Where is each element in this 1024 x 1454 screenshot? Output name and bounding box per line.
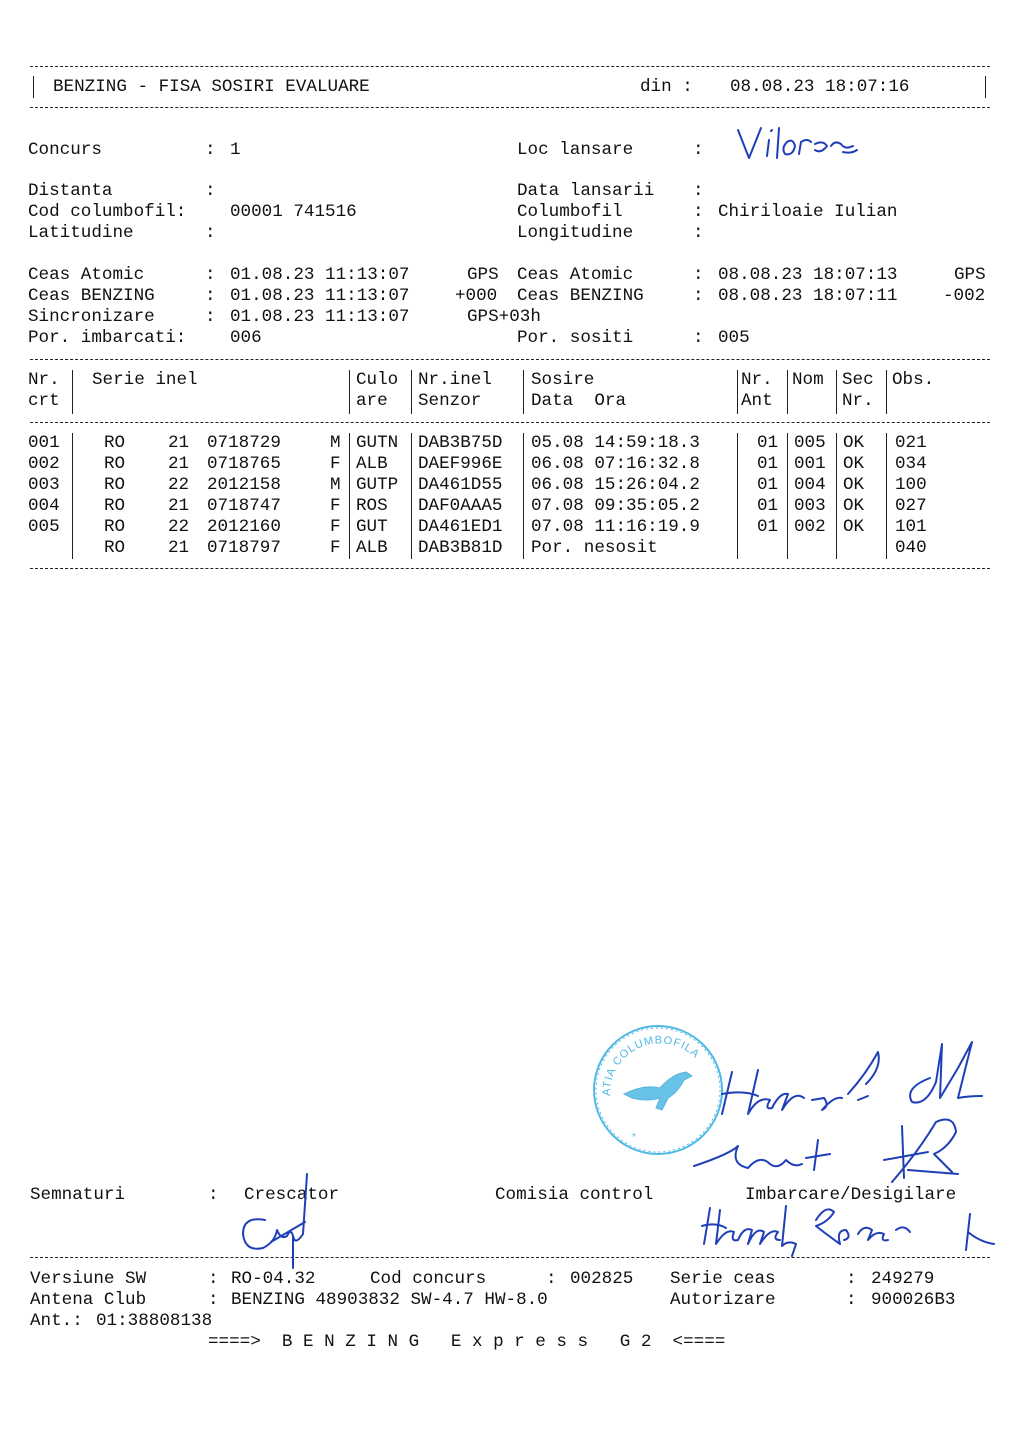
concurs-colon: : [205, 140, 216, 160]
report-title: BENZING - FISA SOSIRI EVALUARE [53, 77, 370, 97]
sincronizare-colon: : [205, 307, 216, 327]
row-ant: 01 [757, 475, 779, 495]
imbarcati-label: Por. imbarcati: [28, 328, 187, 348]
cod-concurs-value: 002825 [570, 1269, 634, 1289]
row-color: GUTN [356, 433, 399, 453]
table-header-cell-second-line: are [356, 391, 388, 411]
row-obs: 027 [895, 496, 927, 516]
row-sex: M [330, 433, 341, 453]
row-ant: 01 [757, 517, 779, 537]
row-nom: 001 [794, 454, 826, 474]
signature-imbarcare-3 [700, 1200, 995, 1260]
row-country: RO [104, 475, 126, 495]
table-header-cell-second-line: Senzor [418, 391, 482, 411]
row-sex: F [330, 496, 341, 516]
ant-label: Ant.: [30, 1311, 83, 1331]
right-ceas-atomic-colon: : [693, 265, 704, 285]
right-ceas-atomic-label: Ceas Atomic [517, 265, 634, 285]
row-sex: F [330, 538, 341, 558]
longitudine-label: Longitudine [517, 223, 634, 243]
row-obs: 040 [895, 538, 927, 558]
row-sec: OK [843, 454, 865, 474]
report-date-value: 08.08.23 18:07:16 [730, 77, 910, 97]
table-header-cell-second-line: crt [28, 391, 60, 411]
concurs-label: Concurs [28, 140, 102, 160]
header-top-rule [30, 66, 990, 67]
column-divider [836, 370, 837, 414]
row-nr: 002 [28, 454, 60, 474]
longitudine-colon: : [693, 223, 704, 243]
signature-comisia-2 [690, 1124, 850, 1184]
column-divider [349, 370, 350, 414]
versiune-colon: : [208, 1269, 219, 1289]
column-divider [886, 370, 887, 414]
distanta-label: Distanta [28, 181, 113, 201]
row-country: RO [104, 496, 126, 516]
columbofil-value: Chiriloaie Iulian [718, 202, 898, 222]
row-sex: F [330, 517, 341, 537]
left-ceas-benzing-suffix: +000 [455, 286, 498, 306]
distanta-colon: : [205, 181, 216, 201]
cod-concurs-label: Cod concurs [370, 1269, 487, 1289]
row-obs: 100 [895, 475, 927, 495]
right-ceas-atomic-suffix: GPS [954, 265, 986, 285]
row-country: RO [104, 538, 126, 558]
row-sex: F [330, 454, 341, 474]
column-divider [737, 433, 738, 559]
row-arrival: Por. nesosit [531, 538, 658, 558]
serie-ceas-value: 249279 [871, 1269, 935, 1289]
sositi-colon: : [693, 328, 704, 348]
row-sensor: DA461ED1 [418, 517, 503, 537]
left-ceas-atomic-suffix: GPS [467, 265, 499, 285]
row-country: RO [104, 517, 126, 537]
cod-columbofil-value: 00001 741516 [230, 202, 357, 222]
header-bottom-rule [30, 107, 990, 108]
column-divider [349, 433, 350, 559]
left-ceas-atomic-colon: : [205, 265, 216, 285]
row-nom: 005 [794, 433, 826, 453]
table-header-cell-second-line: Nr. [842, 391, 874, 411]
row-color: ALB [356, 538, 388, 558]
table-header-cell-second-line: Data Ora [531, 391, 627, 411]
table-header-cell: Nr.inel [418, 370, 492, 390]
row-ring: 0718729 [207, 433, 281, 453]
right-ceas-benzing-suffix: -002 [943, 286, 986, 306]
column-divider [72, 370, 73, 414]
sincronizare-value: 01.08.23 11:13:07 [230, 307, 410, 327]
row-ring: 0718747 [207, 496, 281, 516]
row-ring: 0718797 [207, 538, 281, 558]
sincronizare-label: Sincronizare [28, 307, 155, 327]
column-divider [411, 433, 412, 559]
antena-label: Antena Club [30, 1290, 147, 1310]
loc-lansare-label: Loc lansare [517, 140, 634, 160]
signature-imbarcare-label: Imbarcare/Desigilare [745, 1185, 957, 1205]
sositi-value: 005 [718, 328, 750, 348]
row-color: GUT [356, 517, 388, 537]
signature-crescator-label: Crescator [244, 1185, 340, 1205]
left-ceas-benzing-colon: : [205, 286, 216, 306]
row-ant: 01 [757, 496, 779, 516]
row-sensor: DAEF996E [418, 454, 503, 474]
sositi-label: Por. sositi [517, 328, 634, 348]
row-sensor: DAB3B75D [418, 433, 503, 453]
row-obs: 021 [895, 433, 927, 453]
left-ceas-benzing-label: Ceas BENZING [28, 286, 155, 306]
loc-lansare-handwritten [735, 124, 865, 166]
svg-text:*: * [632, 1132, 636, 1143]
column-divider [886, 433, 887, 559]
signatures-label: Semnaturi [30, 1185, 126, 1205]
row-sex: M [330, 475, 341, 495]
table-header-cell: Nr. [741, 370, 773, 390]
row-nom: 004 [794, 475, 826, 495]
column-divider [411, 370, 412, 414]
table-top-rule [30, 359, 990, 360]
left-ceas-atomic-value: 01.08.23 11:13:07 [230, 265, 410, 285]
table-header-cell-second-line: Ant [741, 391, 773, 411]
row-sensor: DAF0AAA5 [418, 496, 503, 516]
column-divider [787, 370, 788, 414]
column-divider [72, 433, 73, 559]
columbofil-colon: : [693, 202, 704, 222]
row-year: 22 [168, 475, 190, 495]
right-ceas-benzing-colon: : [693, 286, 704, 306]
row-sec: OK [843, 496, 865, 516]
row-country: RO [104, 454, 126, 474]
column-divider [523, 433, 524, 559]
row-nr: 004 [28, 496, 60, 516]
column-divider [836, 433, 837, 559]
stamp-text: ATIA COLUMBOFILA [600, 1034, 702, 1097]
table-header-rule [30, 422, 990, 423]
ant-value: 01:38808138 [96, 1311, 213, 1331]
cod-concurs-colon: : [546, 1269, 557, 1289]
column-divider [787, 433, 788, 559]
sincronizare-suffix: GPS+03h [467, 307, 541, 327]
table-header-cell: Serie inel [92, 370, 198, 390]
antena-colon: : [208, 1290, 219, 1310]
row-country: RO [104, 433, 126, 453]
column-divider [737, 370, 738, 414]
row-nr: 001 [28, 433, 60, 453]
loc-lansare-colon: : [693, 140, 704, 160]
versiune-value: RO-04.32 [231, 1269, 316, 1289]
report-date-label: din : [640, 77, 693, 97]
row-ant: 01 [757, 454, 779, 474]
row-year: 21 [168, 433, 190, 453]
signature-imbarcare-2 [878, 1112, 978, 1186]
latitudine-label: Latitudine [28, 223, 134, 243]
signatures-colon: : [208, 1185, 219, 1205]
concurs-value: 1 [230, 140, 241, 160]
row-nom: 002 [794, 517, 826, 537]
benzing-banner: ====> B E N Z I N G E x p r e s s G 2 <==== [208, 1332, 726, 1352]
serie-ceas-label: Serie ceas [670, 1269, 776, 1289]
footer-top-rule [30, 1257, 990, 1258]
header-left-bar [33, 76, 34, 98]
cod-columbofil-label: Cod columbofil: [28, 202, 187, 222]
row-arrival: 07.08 11:16:19.9 [531, 517, 700, 537]
row-nr: 005 [28, 517, 60, 537]
row-arrival: 07.08 09:35:05.2 [531, 496, 700, 516]
table-header-cell: Obs. [892, 370, 935, 390]
columbofil-label: Columbofil [517, 202, 623, 222]
row-sensor: DA461D55 [418, 475, 503, 495]
data-lansarii-label: Data lansarii [517, 181, 655, 201]
row-obs: 101 [895, 517, 927, 537]
table-header-cell: Nr. [28, 370, 60, 390]
signature-imbarcare-1 [898, 1038, 988, 1110]
row-ant: 01 [757, 433, 779, 453]
row-sec: OK [843, 517, 865, 537]
right-ceas-benzing-label: Ceas BENZING [517, 286, 644, 306]
right-ceas-benzing-value: 08.08.23 18:07:11 [718, 286, 898, 306]
row-color: ROS [356, 496, 388, 516]
data-lansarii-colon: : [693, 181, 704, 201]
autorizare-value: 900026B3 [871, 1290, 956, 1310]
left-ceas-benzing-value: 01.08.23 11:13:07 [230, 286, 410, 306]
table-header-cell: Nom [792, 370, 824, 390]
row-obs: 034 [895, 454, 927, 474]
row-year: 22 [168, 517, 190, 537]
autorizare-label: Autorizare [670, 1290, 776, 1310]
table-header-cell: Culo [356, 370, 399, 390]
header-right-bar [985, 76, 986, 98]
table-header-cell: Sosire [531, 370, 595, 390]
row-sec: OK [843, 433, 865, 453]
signature-comisia-1 [718, 1040, 898, 1120]
row-year: 21 [168, 454, 190, 474]
row-ring: 2012160 [207, 517, 281, 537]
table-bottom-rule [30, 568, 990, 569]
row-nom: 003 [794, 496, 826, 516]
autorizare-colon: : [846, 1290, 857, 1310]
left-ceas-atomic-label: Ceas Atomic [28, 265, 145, 285]
row-arrival: 06.08 07:16:32.8 [531, 454, 700, 474]
row-arrival: 05.08 14:59:18.3 [531, 433, 700, 453]
right-ceas-atomic-value: 08.08.23 18:07:13 [718, 265, 898, 285]
row-arrival: 06.08 15:26:04.2 [531, 475, 700, 495]
row-nr: 003 [28, 475, 60, 495]
column-divider [523, 370, 524, 414]
imbarcati-value: 006 [230, 328, 262, 348]
versiune-label: Versiune SW [30, 1269, 147, 1289]
antena-value: BENZING 48903832 SW-4.7 HW-8.0 [231, 1290, 548, 1310]
serie-ceas-colon: : [846, 1269, 857, 1289]
row-ring: 0718765 [207, 454, 281, 474]
table-header-cell: Sec [842, 370, 874, 390]
row-ring: 2012158 [207, 475, 281, 495]
latitudine-colon: : [205, 223, 216, 243]
row-sec: OK [843, 475, 865, 495]
row-color: GUTP [356, 475, 399, 495]
signature-comisia-label: Comisia control [495, 1185, 654, 1205]
row-year: 21 [168, 538, 190, 558]
row-year: 21 [168, 496, 190, 516]
row-sensor: DAB3B81D [418, 538, 503, 558]
row-color: ALB [356, 454, 388, 474]
